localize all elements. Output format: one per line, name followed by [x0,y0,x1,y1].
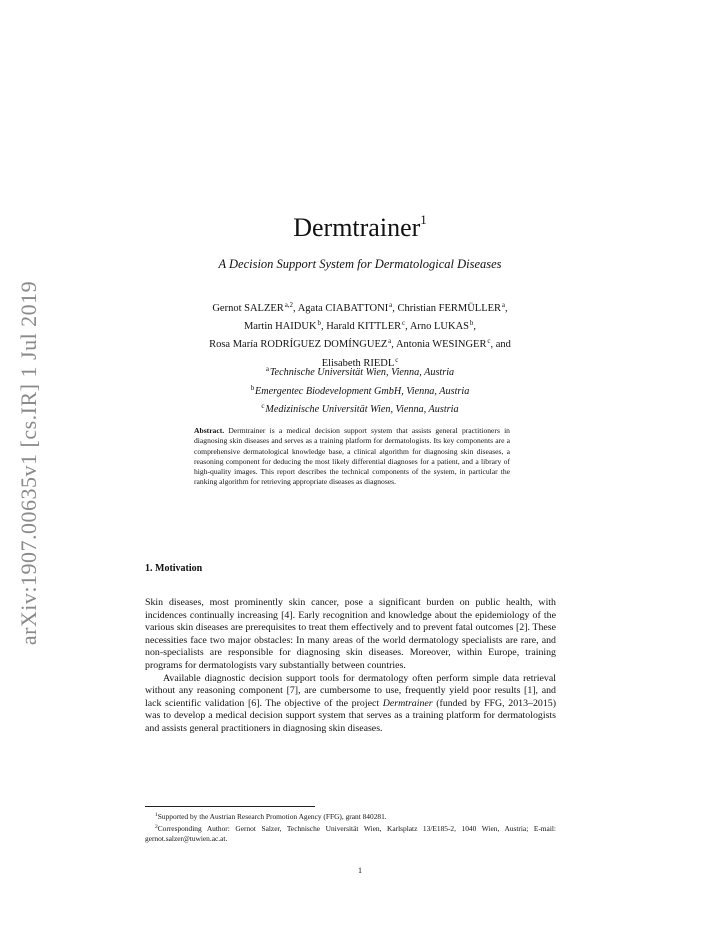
author: Harald KITTLER $^c$, [326,319,410,333]
footnote-divider [145,806,315,807]
section-body [145,597,556,736]
abstract-label: Abstract. [194,426,225,435]
paper-title-text: Dermtrainer [293,213,421,242]
paper-subtitle: A Decision Support System for Dermatological Diseases [218,257,502,271]
author: Antonia WESINGER $^c$, and [395,337,511,351]
section-heading: 1. Motivation [145,563,203,574]
footnote: $^2$Corresponding Author: Gernot Salzer, Technische Universität Wien, Karlsplatz 13/E185-2, 1040 Wien, Austria; E-mail: gernot.salzer@tuwien.ac.at. [145,824,556,844]
affiliation: $^a$ Technische Universität Wien, Vienna, Austria [265,365,455,378]
arxiv-identifier-stamp [12,268,46,658]
project-name: Dermtrainer [382,697,433,709]
affiliation: $^b$ Emergentec Biodevelopment GmbH, Vienna, Austria [250,383,470,397]
affiliation-list [170,362,550,418]
author: Gernot SALZER $^{a,2}$, [212,301,298,314]
abstract-text: Dermtrainer is a medical decision support system that assists general practitioners in diagnosing skin diseases and serves as a training platform for dermatologists. Its key components are a comprehensive dermatological knowledge base, a clinical algorithm for diagnosing skin diseases, a reasoning component for deducing the most likely differential diagnoses for a patient, and a library of high-quality images. This report describes the technical components of the system, in particular the ranking algorithm for retrieving appropriate diseases as diagnoses. [194,426,510,487]
paragraph: Available diagnostic decision support tools for dermatology often perform simple data retrieval without any reasoning component [7], are cumbersome to use, frequently yield poor results [1], and lack scientific validation [6]. The objective of the project Dermtrainer (funded by FFG, 2013–2015) was to develop a medical decision support system that serves as a training platform for dermatologists and assists general practitioners in diagnosing skin diseases. [145,672,556,734]
affiliation: $^c$ Medizinische Universität Wien, Vienna, Austria [261,402,459,415]
author: Rosa María RODRÍGUEZ DOMÍNGUEZ $^a$, [209,337,396,351]
paper-title [0,212,720,243]
abstract [194,426,510,488]
footnotes [145,810,556,845]
page-number: 1 [358,866,362,875]
author: Arno LUKAS $^b$, [409,319,477,333]
author: Christian FERMÜLLER $^a$, [397,301,508,314]
arxiv-identifier-text: arXiv:1907.00635v1 [cs.IR] 1 Jul 2019 [16,280,41,646]
author: Martin HAIDUK $^b$, [243,319,327,333]
author: Agata CIABATTONI $^a$, [297,301,398,314]
paragraph: Skin diseases, most prominently skin cancer, pose a significant burden on public health, with incidences continually increasing [4]. Early recognition and knowledge about the epidemiology of the various skin diseases are prerequisites to treat them effectively and to prevent fatal outcomes [2]. These necessities face two major obstacles: In many areas of the world dermatology specialists are rare, and non-specialists are responsible for diagnosing skin diseases. Moreover, within Europe, training programs for dermatologists vary substantially between countries. [145,597,556,671]
author: Elisabeth RIEDL $^c$ [321,355,399,369]
title-footnote-mark: 1 [420,212,427,227]
footnote: $^1$Supported by the Austrian Research Promotion Agency (FFG), grant 840281. [155,812,387,821]
author-list [170,298,550,371]
